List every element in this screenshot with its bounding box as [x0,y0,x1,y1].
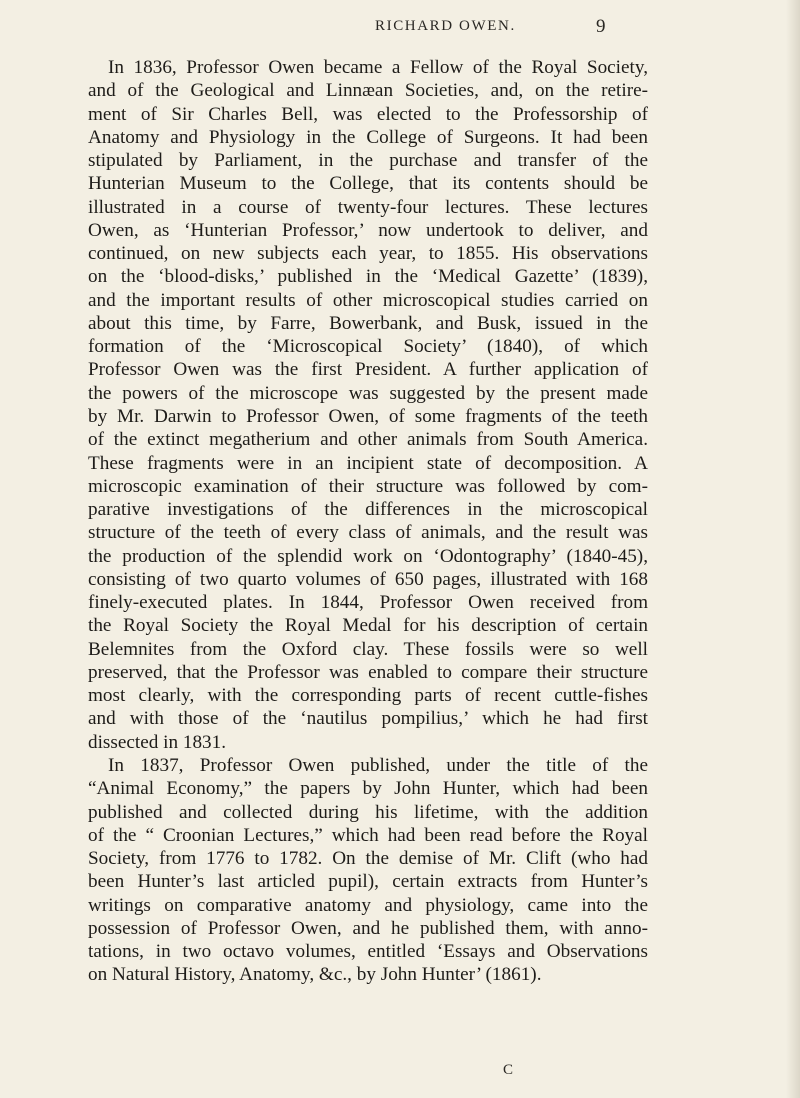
text-line: the Royal Society the Royal Medal for his description of certain [88,615,648,637]
text-line: Belemnites from the Oxford clay. These fossils were so well [88,638,648,660]
text-line: structure of the teeth of every class of animals, and the result was [88,522,648,544]
text-line: dissected in 1831. [88,731,227,753]
text-line: consisting of two quarto volumes of 650 pages, illustrated with 168 [88,568,648,590]
running-title: RICHARD OWEN. [375,18,516,34]
text-line: microscopic examination of their structure was followed by com- [88,475,648,497]
text-line: stipulated by Parliament, in the purchase and transfer of the [88,150,648,172]
text-line: “Animal Economy,” the papers by John Hunter, which had been [88,778,648,800]
text-line: writings on comparative anatomy and physiology, came into the [88,894,648,916]
text-line: on Natural History, Anatomy, &c., by John Hunter’ (1861). [88,964,542,986]
text-line: preserved, that the Professor was enabled to compare their structure [88,661,648,683]
text-line: of the “ Croonian Lectures,” which had been read before the Royal [88,824,648,846]
text-line: and the important results of other microscopical studies carried on [88,289,648,311]
signature-mark: C [503,1062,514,1078]
page-edge-shadow [786,0,800,1098]
text-line: In 1837, Professor Owen published, under the title of the [108,754,648,776]
text-line: most clearly, with the corresponding parts of recent cuttle-fishes [88,685,648,707]
text-line: published and collected during his lifetime, with the addition [88,801,648,823]
text-line: In 1836, Professor Owen became a Fellow of the Royal Society, [108,57,648,78]
text-line: and of the Geological and Linnæan Societies, and, on the retire- [88,80,648,102]
text-line: continued, on new subjects each year, to 1855. His observations [88,243,648,265]
text-line: Society, from 1776 to 1782. On the demise of Mr. Clift (who had [88,848,648,870]
text-line: Owen, as ‘Hunterian Professor,’ now undertook to deliver, and [88,219,648,241]
text-line: possession of Professor Owen, and he published them, with anno- [88,917,648,939]
text-line: parative investigations of the differences in the microscopical [88,499,648,521]
text-line: been Hunter’s last articled pupil), certain extracts from Hunter’s [88,871,648,893]
text-line: These fragments were in an incipient state of decomposition. A [88,452,648,474]
text-line: finely-executed plates. In 1844, Professor Owen received from [88,592,648,614]
text-line: on the ‘blood-disks,’ published in the ‘Medical Gazette’ (1839), [88,266,648,288]
text-line: tations, in two octavo volumes, entitled ‘Essays and Observations [88,941,648,963]
text-line: by Mr. Darwin to Professor Owen, of some fragments of the teeth [88,405,648,427]
text-line: the powers of the microscope was suggested by the present made [88,382,648,404]
text-line: illustrated in a course of twenty-four lectures. These lectures [88,196,648,218]
text-line: the production of the splendid work on ‘Odontography’ (1840-45), [88,545,648,567]
text-line: about this time, by Farre, Bowerbank, and Busk, issued in the [88,312,648,334]
text-line: and with those of the ‘nautilus pompilius,’ which he had first [88,708,648,730]
text-line: Hunterian Museum to the College, that its contents should be [88,173,648,195]
running-head [0,16,800,40]
text-line: ment of Sir Charles Bell, was elected to the Professorship of [88,103,648,125]
text-line: of the extinct megatherium and other animals from South America. [88,429,648,451]
text-line: Anatomy and Physiology in the College of Surgeons. It had been [88,126,648,148]
text-line: Professor Owen was the first President. A further application of [88,359,648,381]
body-text [88,56,648,987]
page-number: 9 [596,16,606,37]
text-line: formation of the ‘Microscopical Society’ (1840), of which [88,336,648,358]
